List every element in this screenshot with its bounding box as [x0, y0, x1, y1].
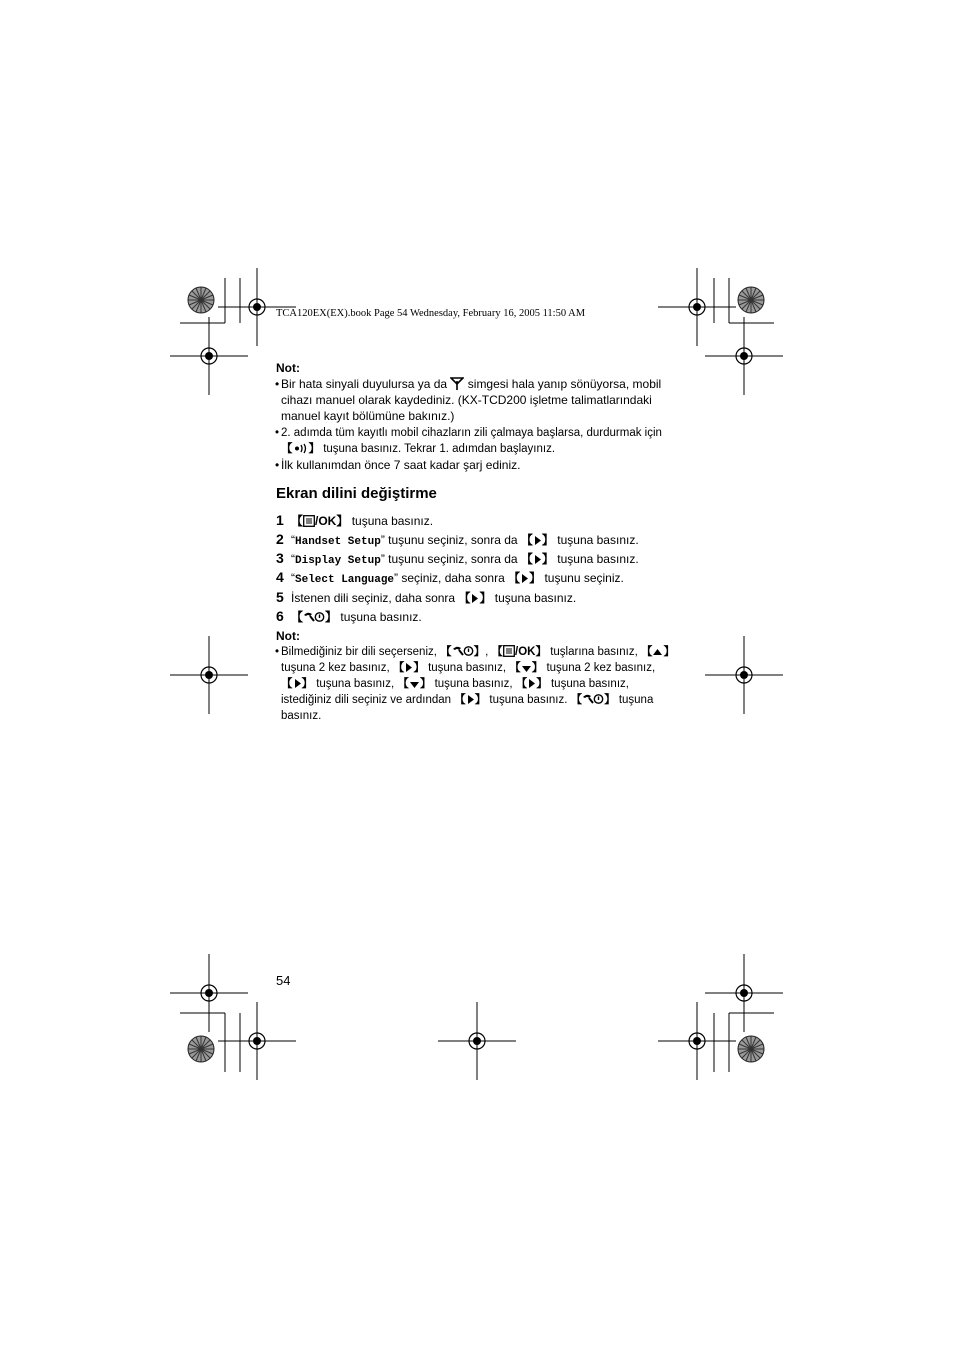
- right-arrow-icon: [466, 694, 475, 705]
- step-4: 4 “Select Language” seçiniz, daha sonra 【 】 tuşunu seçiniz.: [276, 569, 624, 586]
- right-arrow-icon: [293, 678, 302, 689]
- step-2: 2 “Handset Setup” tuşunu seçiniz, sonra da 【 】 tuşuna basınız.: [276, 531, 639, 548]
- note-label: Not:: [276, 629, 300, 643]
- note-bullet-1: • Bir hata sinyali duyulursa ya da simgesi hala yanıp sönüyorsa, mobil cihazı manuel olarak kaydediniz. (KX-TCD200 işletme talimatlarındaki manuel kayıt bölümüne bakınız.): [275, 377, 662, 423]
- book-meta-line: TCA120EX(EX).book Page 54 Wednesday, February 16, 2005 11:50 AM: [276, 308, 586, 319]
- step-6: 6 【 】 tuşuna basınız.: [276, 608, 422, 624]
- down-arrow-icon: [521, 664, 532, 673]
- step-1: 1 【 /OK】 tuşuna basınız.: [276, 512, 434, 528]
- antenna-icon: [450, 377, 464, 390]
- up-arrow-icon: [652, 648, 663, 657]
- menu-icon: [503, 645, 515, 657]
- note-bullet-restore: • Bilmediğiniz bir dili seçerseniz, 【 】, 【 /OK】 tuşlarına basınız, 【 】 tuşuna 2 kez basınız, 【 】 tuşuna basınız, 【 】 tuşuna 2 kez basınız, 【 】 tuşuna basınız, 【 】 tuşuna basınız, 【 】 tuşuna basınız, istediğiniz dili seçiniz ve ardından 【 】 tuşuna basınız. 【 】 tuşuna basınız.: [275, 646, 675, 722]
- intercom-icon: [293, 443, 309, 454]
- right-arrow-icon: [520, 573, 529, 584]
- step-3: 3 “Display Setup” tuşunu seçiniz, sonra da 【 】 tuşuna basınız.: [276, 550, 639, 567]
- note-bullet-3: • İlk kullanımdan önce 7 saat kadar şarj ediniz.: [275, 458, 521, 472]
- off-power-icon: [303, 611, 325, 623]
- note-label: Not:: [276, 361, 300, 375]
- section-title: Ekran dilini değiştirme: [276, 485, 437, 502]
- step-5: 5 İstenen dili seçiniz, daha sonra 【 】 tuşuna basınız.: [276, 589, 577, 605]
- off-power-icon: [452, 645, 474, 657]
- off-power-icon: [582, 693, 604, 705]
- down-arrow-icon: [409, 680, 420, 689]
- page-number: 54: [276, 973, 291, 988]
- right-arrow-icon: [533, 535, 542, 546]
- right-arrow-icon: [533, 554, 542, 565]
- note-bullet-2: • 2. adımda tüm kayıtlı mobil cihazların zili çalmaya başlarsa, durdurmak için 【 】 tuşuna basınız. Tekrar 1. adımdan başlayınız.: [275, 427, 662, 455]
- right-arrow-icon: [527, 678, 536, 689]
- menu-icon: [303, 515, 315, 527]
